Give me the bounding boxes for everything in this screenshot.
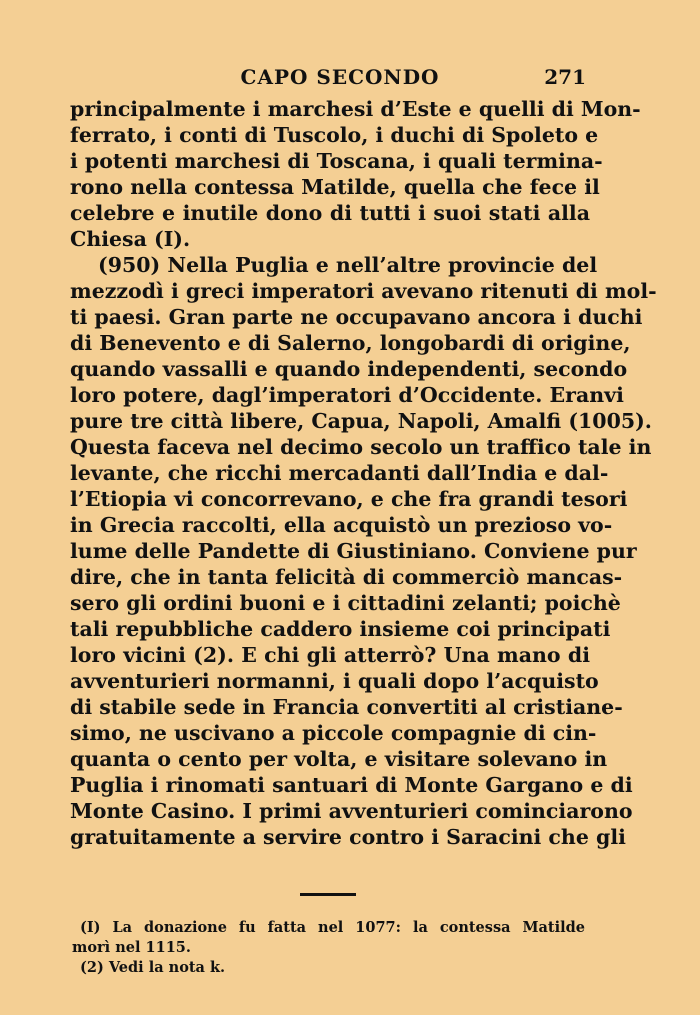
footnote-1: (I) La donazione fu fatta nel 1077: la contessa Matilde — [80, 919, 585, 936]
footnote-1-continuation: morì nel 1115. — [72, 939, 191, 956]
text-line: loro vicini (2). E chi gli atterrò? Una mano di — [70, 643, 590, 667]
text-line: Monte Casino. I primi avventurieri cominciarono — [70, 799, 633, 823]
text-line: (950) Nella Puglia e nell’altre provincie del — [98, 253, 598, 277]
footnotes — [72, 918, 585, 978]
text-line: sero gli ordini buoni e i cittadini zelanti; poichè — [70, 591, 621, 615]
text-line: Puglia i rinomati santuari di Monte Gargano e di — [70, 773, 633, 797]
text-line: celebre e inutile dono di tutti i suoi stati alla — [70, 201, 590, 225]
text-line: tali repubbliche caddero insieme coi principati — [70, 617, 611, 641]
text-line: Questa faceva nel decimo secolo un traffico tale in — [70, 435, 652, 459]
running-title: CAPO SECONDO — [240, 65, 440, 89]
body-text — [70, 96, 657, 850]
footnote-2: (2) Vedi la nota k. — [80, 959, 226, 976]
text-line: avventurieri normanni, i quali dopo l’acquisto — [70, 669, 599, 693]
text-line: pure tre città libere, Capua, Napoli, Amalfi (1005). — [70, 409, 652, 433]
text-line: mezzodì i greci imperatori avevano ritenuti di mol- — [70, 279, 657, 303]
text-line: dire, che in tanta felicità di commerciò mancas- — [70, 565, 623, 589]
page-header — [80, 65, 600, 95]
text-line: di Benevento e di Salerno, longobardi di origine, — [70, 331, 631, 355]
text-line: gratuitamente a servire contro i Saracini che gli — [70, 825, 626, 849]
text-line: i potenti marchesi di Toscana, i quali termina- — [70, 149, 603, 173]
text-line: principalmente i marchesi d’Este e quelli di Mon- — [70, 97, 641, 121]
text-line: ferrato, i conti di Tuscolo, i duchi di Spoleto e — [70, 123, 599, 147]
text-line: ti paesi. Gran parte ne occupavano ancora i duchi — [70, 305, 643, 329]
text-line: rono nella contessa Matilde, quella che fece il — [70, 175, 600, 199]
page-number: 271 — [544, 65, 586, 89]
text-line: loro potere, dagl’imperatori d’Occidente. Eranvi — [70, 383, 624, 407]
text-line: lume delle Pandette di Giustiniano. Conviene pur — [70, 539, 637, 563]
footnote-separator — [300, 893, 356, 896]
text-line: quanta o cento per volta, e visitare solevano in — [70, 747, 608, 771]
text-line: l’Etiopia vi concorrevano, e che fra grandi tesori — [70, 487, 628, 511]
text-line: Chiesa (I). — [70, 227, 191, 251]
text-line: levante, che ricchi mercadanti dall’India e dal- — [70, 461, 609, 485]
text-line: in Grecia raccolti, ella acquistò un prezioso vo- — [70, 513, 613, 537]
text-line: quando vassalli e quando independenti, secondo — [70, 357, 628, 381]
text-line: simo, ne uscivano a piccole compagnie di cin- — [70, 721, 597, 745]
text-line: di stabile sede in Francia convertiti al cristiane- — [70, 695, 623, 719]
